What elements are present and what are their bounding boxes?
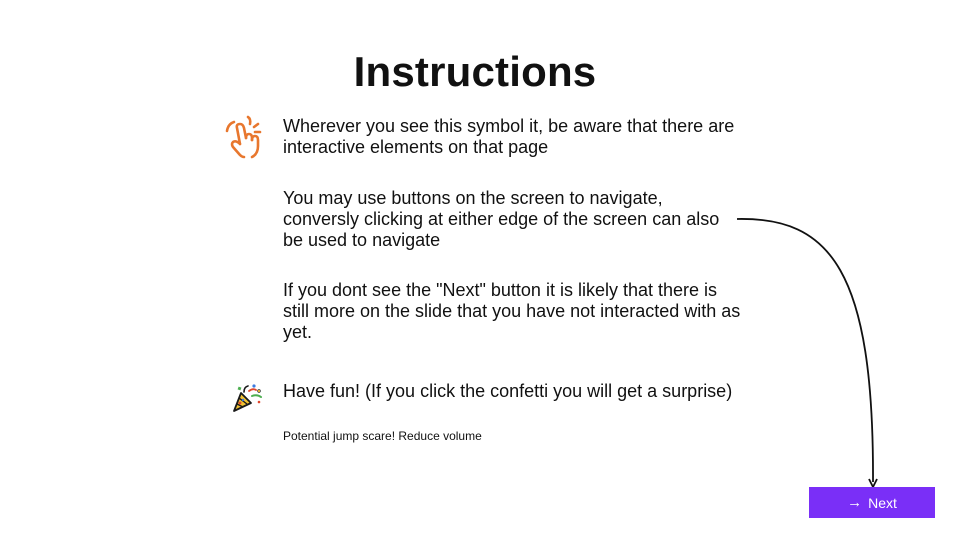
hand-tap-icon [220, 114, 266, 160]
next-button-label: Next [868, 494, 897, 511]
instruction-next-button: If you dont see the "Next" button it is likely that there is still more on the slide that you have not interacted with as yet. [283, 280, 741, 342]
jump-scare-warning: Potential jump scare! Reduce volume [283, 429, 482, 443]
instruction-interactive-symbol: Wherever you see this symbol it, be aware that there are interactive elements on that page [283, 116, 735, 157]
arrow-right-icon: → [847, 494, 863, 511]
instruction-have-fun: Have fun! (If you click the confetti you will get a surprise) [283, 381, 733, 401]
page-title: Instructions [353, 48, 597, 95]
party-popper-icon[interactable] [229, 382, 265, 414]
instruction-navigation: You may use buttons on the screen to navigate, conversly clicking at either edge of the screen can also be used to navigate [283, 188, 720, 250]
next-button[interactable] [809, 487, 935, 518]
